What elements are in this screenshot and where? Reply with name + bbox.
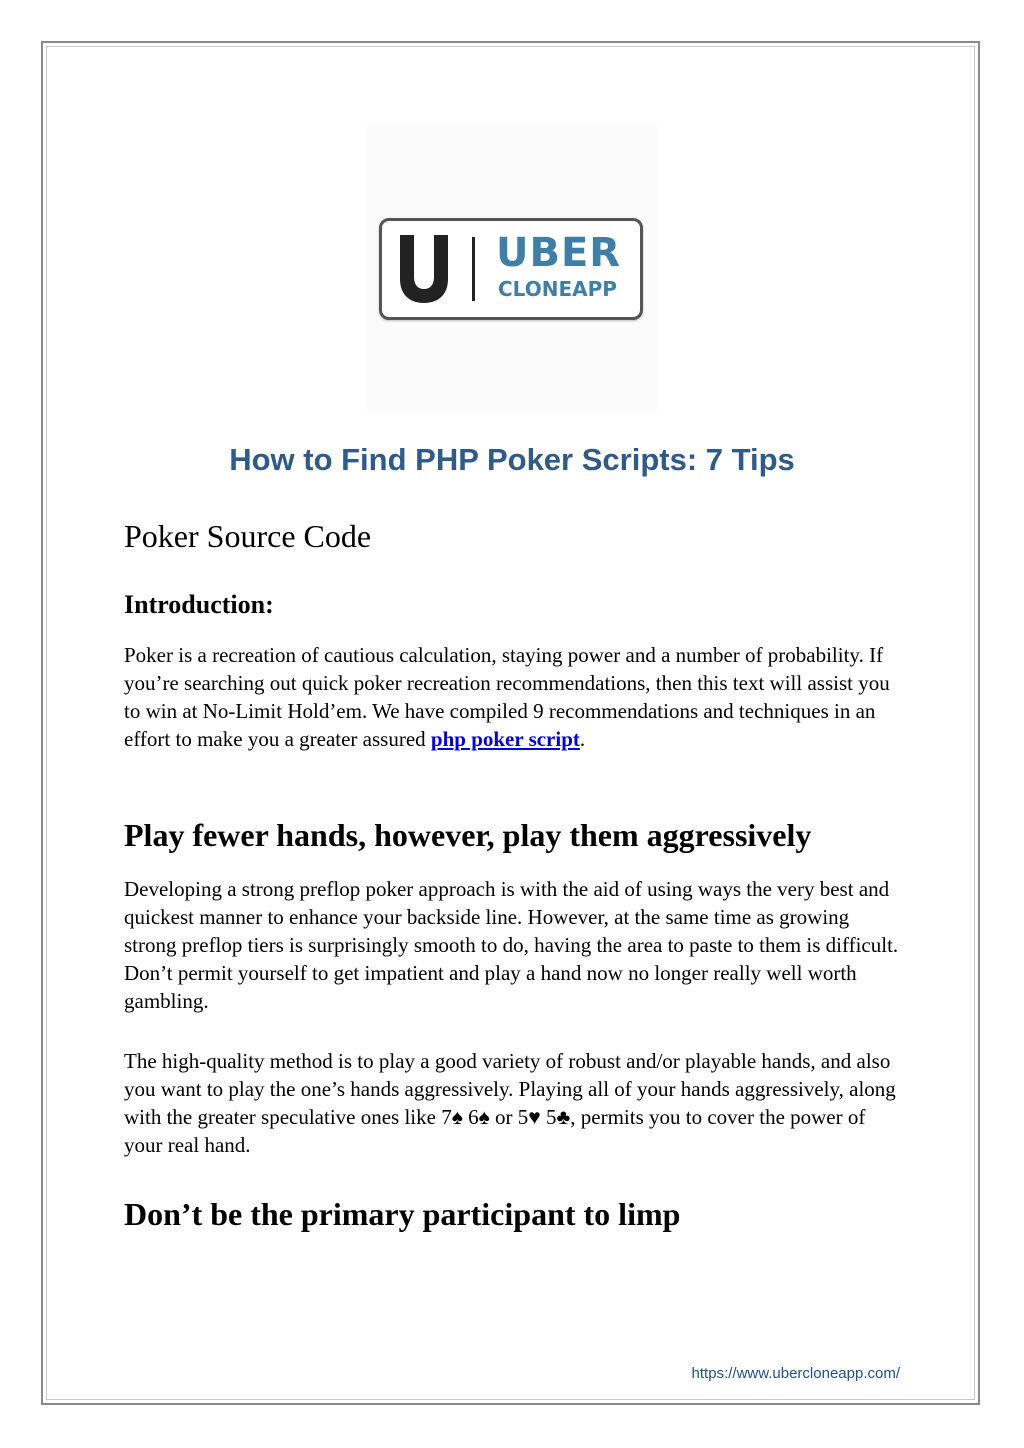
logo-u-icon <box>396 233 452 305</box>
logo-text-uber: UBER <box>496 230 622 276</box>
logo-frame <box>379 218 643 320</box>
logo-image <box>367 124 657 412</box>
heading-introduction: Introduction: <box>124 590 274 619</box>
logo-divider <box>472 237 475 301</box>
heading-dont-limp: Don’t be the primary participant to limp <box>124 1196 681 1232</box>
section1-paragraph-2: The high-quality method is to play a good variety of robust and/or playable hands, and also you want to play the one’s hands aggressively. Playing all of your hands aggressively, along with the greater speculative ones like 7♠ 6♠ or 5♥ 5♣, permits you to cover the power of your real hand. <box>124 1049 896 1157</box>
logo-text-cloneapp: CLONEAPP <box>498 277 617 301</box>
heading-poker-source-code: Poker Source Code <box>124 518 372 554</box>
php-poker-script-link[interactable]: php poker script <box>430 727 580 751</box>
intro-paragraph <box>124 641 904 753</box>
intro-text-end: . <box>579 727 586 751</box>
heading-play-fewer-hands: Play fewer hands, however, play them aggressively <box>124 817 812 853</box>
intro-text: Poker is a recreation of cautious calculation, staying power and a number of probability. If you’re searching out quick poker recreation recommendations, then this text will assist you to win at No-Limit Hold’em. We have compiled 9 recommendations and techniques in an effort to make you a greater assured <box>124 643 890 751</box>
section1-paragraph-1: Developing a strong preflop poker approach is with the aid of using ways the very best and quickest manner to enhance your backside line. However, at the same time as growing strong preflop tiers is surprisingly smooth to do, having the area to paste to them is difficult. Don’t permit yourself to get impatient and play a hand now no longer really well worth gambling. <box>124 877 899 1013</box>
footer-url-link[interactable]: https://www.ubercloneapp.com/ <box>691 1365 900 1382</box>
document-title: How to Find PHP Poker Scripts: 7 Tips <box>229 442 795 477</box>
